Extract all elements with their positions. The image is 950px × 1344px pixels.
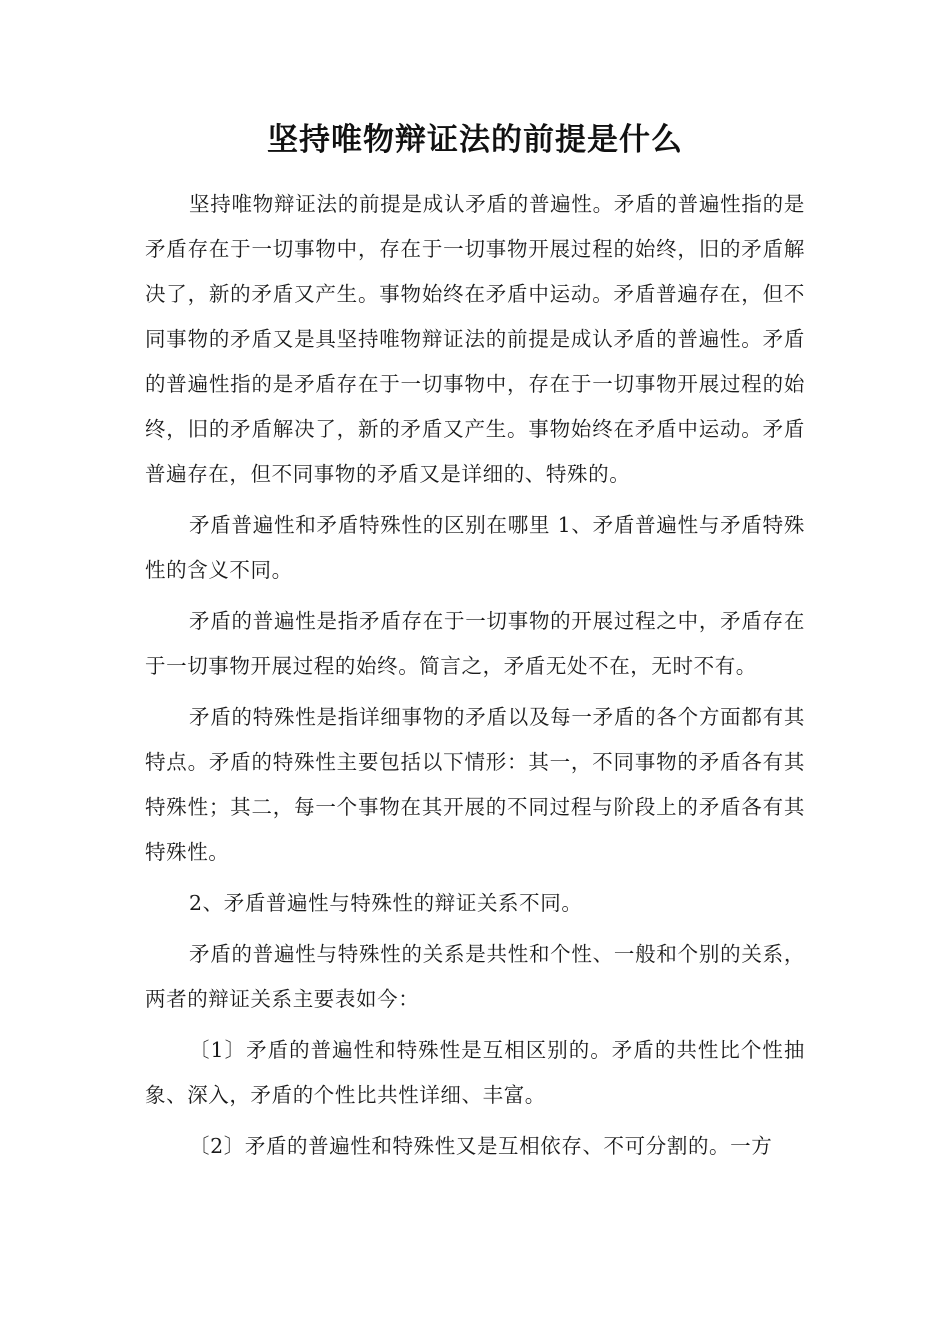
- paragraph-4: 矛盾的特殊性是指详细事物的矛盾以及每一矛盾的各个方面都有其特点。矛盾的特殊性主要包括以下情形：其一，不同事物的矛盾各有其特殊性；其二，每一个事物在其开展的不同过程与阶段上的矛盾各有其特殊性。: [145, 705, 805, 864]
- paragraph-7: 〔1〕矛盾的普遍性和特殊性是互相区别的。矛盾的共性比个性抽象、深入，矛盾的个性比共性详细、丰富。: [145, 1038, 805, 1107]
- document-title: 坚持唯物辩证法的前提是什么: [267, 122, 683, 158]
- paragraph-3: 矛盾的普遍性是指矛盾存在于一切事物的开展过程之中，矛盾存在于一切事物开展过程的始终。简言之，矛盾无处不在，无时不有。: [145, 609, 805, 678]
- paragraph-6: 矛盾的普遍性与特殊性的关系是共性和个性、一般和个别的关系，两者的辩证关系主要表如今：: [145, 942, 805, 1011]
- paragraph-1: 坚持唯物辩证法的前提是成认矛盾的普遍性。矛盾的普遍性指的是矛盾存在于一切事物中，存在于一切事物开展过程的始终，旧的矛盾解决了，新的矛盾又产生。事物始终在矛盾中运动。矛盾普遍存在，但不同事物的矛盾又是具坚持唯物辩证法的前提是成认矛盾的普遍性。矛盾的普遍性指的是矛盾存在于一切事物中，存在于一切事物开展过程的始终，旧的矛盾解决了，新的矛盾又产生。事物始终在矛盾中运动。矛盾普遍存在，但不同事物的矛盾又是详细的、特殊的。: [145, 192, 805, 486]
- paragraph-2: 矛盾普遍性和矛盾特殊性的区别在哪里 1、矛盾普遍性与矛盾特殊性的含义不同。: [145, 513, 805, 582]
- document-body: [145, 182, 805, 1175]
- paragraph-5: 2、矛盾普遍性与特殊性的辩证关系不同。: [189, 891, 583, 915]
- paragraph-8: 〔2〕矛盾的普遍性和特殊性又是互相依存、不可分割的。一方: [189, 1134, 773, 1158]
